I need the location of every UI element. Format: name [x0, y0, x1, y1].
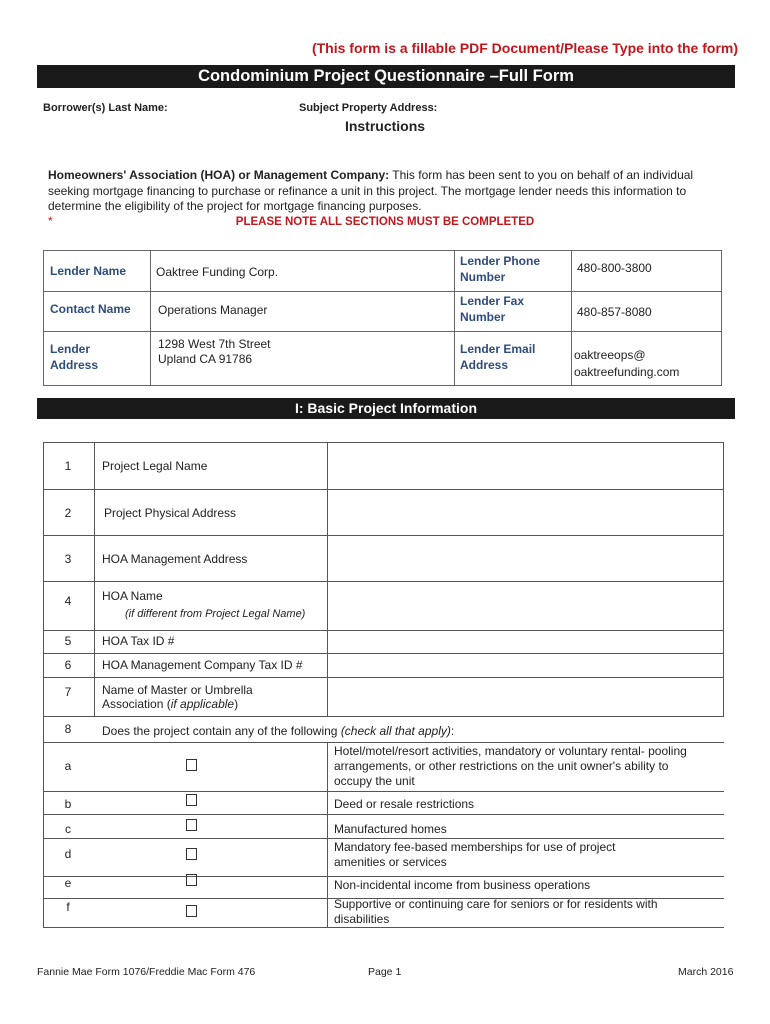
q3-label: HOA Management Address [102, 552, 248, 566]
q4-label: HOA Name [102, 589, 163, 603]
q7-number: 7 [64, 685, 72, 699]
option-c-checkbox[interactable] [186, 819, 197, 831]
option-b-label: Deed or resale restrictions [334, 797, 475, 811]
footer-form-number: Fannie Mae Form 1076/Freddie Mac Form 476 [37, 966, 256, 978]
lender-fax-label: Lender Fax Number [460, 294, 525, 324]
option-a-checkbox[interactable] [186, 759, 197, 771]
q6-label: HOA Management Company Tax ID # [102, 658, 303, 672]
option-c-label: Manufactured homes [334, 822, 447, 836]
form-title: Condominium Project Questionnaire –Full Form [37, 65, 735, 88]
contact-name-label: Contact Name [50, 302, 131, 316]
lender-address-label: Lender Address [50, 342, 99, 372]
option-a-letter: a [64, 759, 72, 773]
intro-line3: determine the eligibility of the project for mortgage financing purposes. [48, 199, 422, 213]
q4-number: 4 [64, 594, 72, 608]
section-basic-project-info: I: Basic Project Information [37, 398, 735, 419]
q2-number: 2 [64, 506, 72, 520]
instructions-heading: Instructions [344, 118, 426, 134]
intro-line1: This form has been sent to you on behalf of an individual [389, 168, 694, 182]
q4-note: (if different from Project Legal Name) [125, 608, 306, 620]
intro-bold: Homeowners' Association (HOA) or Management Company: [48, 168, 390, 182]
lender-info-table [43, 250, 722, 386]
contact-name-value[interactable]: Operations Manager [158, 303, 268, 317]
q6-number: 6 [64, 658, 72, 672]
option-a-label: Hotel/motel/resort activities, mandatory or voluntary rental- pooling arrangements, or other restrictions on the unit owner's ability to occupy the unit [334, 744, 687, 788]
option-c-letter: c [65, 822, 71, 836]
lender-address-value[interactable]: 1298 West 7th Street Upland CA 91786 [158, 337, 271, 366]
option-b-letter: b [64, 797, 72, 811]
q1-number: 1 [64, 459, 72, 473]
option-d-letter: d [64, 847, 72, 861]
q2-label: Project Physical Address [104, 506, 237, 520]
option-f-letter: f [66, 900, 70, 914]
footer-page-number: Page 1 [368, 966, 402, 978]
required-asterisk: * [48, 214, 53, 228]
intro-paragraph [48, 168, 738, 215]
q3-answer-field[interactable] [329, 537, 722, 580]
q1-answer-field[interactable] [329, 444, 722, 488]
q8-label: Does the project contain any of the following (check all that apply): [102, 724, 455, 738]
option-f-checkbox[interactable] [186, 905, 197, 917]
lender-phone-value[interactable]: 480-800-3800 [577, 261, 652, 275]
option-d-checkbox[interactable] [186, 848, 197, 860]
footer-date: March 2016 [678, 966, 734, 978]
basic-project-info-table [43, 442, 724, 928]
intro-line2: seeking mortgage financing to purchase or refinance a unit in this project. The mortgage lender needs this information to [48, 183, 687, 198]
lender-email-label: Lender Email Address [460, 342, 536, 372]
q5-answer-field[interactable] [329, 632, 722, 652]
q2-answer-field[interactable] [329, 491, 722, 534]
option-e-label: Non-incidental income from business operations [334, 878, 591, 892]
option-e-checkbox[interactable] [186, 874, 197, 886]
q4-answer-field[interactable] [329, 583, 722, 629]
q1-label: Project Legal Name [102, 459, 208, 473]
lender-email-value[interactable]: oaktreeops@ oaktreefunding.com [574, 348, 680, 379]
q5-number: 5 [64, 634, 72, 648]
borrower-last-name-label: Borrower(s) Last Name: [43, 102, 168, 114]
q8-number: 8 [64, 722, 72, 736]
required-note: PLEASE NOTE ALL SECTIONS MUST BE COMPLETED [235, 216, 535, 228]
q7-answer-field[interactable] [329, 679, 722, 715]
lender-phone-label: Lender Phone Number [460, 254, 541, 284]
lender-name-value[interactable]: Oaktree Funding Corp. [156, 265, 279, 279]
lender-name-label: Lender Name [50, 264, 127, 278]
q7-label: Name of Master or Umbrella Association (if applicable) [102, 683, 253, 711]
option-f-label: Supportive or continuing care for seniors or for residents with disabilities [334, 897, 658, 926]
lender-fax-value[interactable]: 480-857-8080 [577, 305, 652, 319]
q3-number: 3 [64, 552, 72, 566]
option-d-label: Mandatory fee-based memberships for use of project amenities or services [334, 840, 616, 869]
q5-label: HOA Tax ID # [102, 634, 175, 648]
subject-property-address-label: Subject Property Address: [299, 102, 438, 114]
q6-answer-field[interactable] [329, 655, 722, 676]
option-b-checkbox[interactable] [186, 794, 197, 806]
option-e-letter: e [64, 876, 72, 890]
